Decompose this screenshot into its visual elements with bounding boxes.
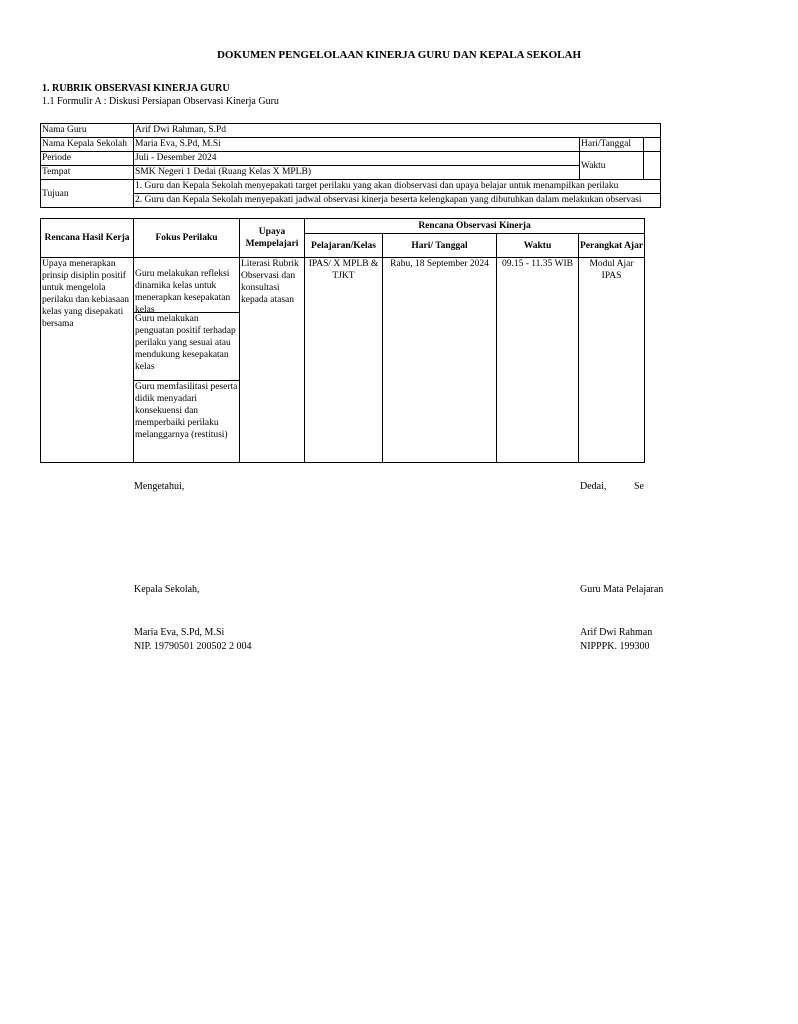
mengetahui-label: Mengetahui, [134,481,185,492]
header-waktu: Waktu [497,234,579,258]
header-hari-tanggal: Hari/ Tanggal [383,234,497,258]
table-row [41,258,645,463]
header-rencana-hasil-kerja: Rencana Hasil Kerja [41,219,134,258]
waktu-label: Waktu [580,152,644,180]
pelajaran-kelas-cell: IPAS/ X MPLB & TJKT [305,258,383,463]
hari-tanggal-label: Hari/Tanggal [580,138,644,152]
table-row [41,194,661,208]
periode-value: Juli - Desember 2024 [134,152,580,166]
guru-nip: NIPPPK. 199300 [580,641,650,652]
waktu-cell: 09.15 - 11.35 WIB [497,258,579,463]
place-date-cut: Se [634,481,644,492]
kepsek-nip: NIP. 19790501 200502 2 004 [134,641,252,652]
fokus-perilaku-item: Guru melakukan refleksi dinamika kelas untuk menerapkan kesepakatan kelas [134,258,239,313]
header-upaya-mempelajari: Upaya Mempelajari [240,219,305,258]
fokus-perilaku-cell [134,258,240,463]
table-row [41,138,661,152]
kepala-sekolah-label: Kepala Sekolah, [134,584,200,595]
header-pelajaran-kelas: Pelajaran/Kelas [305,234,383,258]
observation-table [40,218,645,463]
nama-kepsek-value: Maria Eva, S.Pd, M.Si [134,138,580,152]
hari-tanggal-value [644,138,661,152]
table-row [41,166,661,180]
table-row [41,152,661,166]
tempat-value: SMK Negeri 1 Dedai (Ruang Kelas X MPLB) [134,166,580,180]
nama-guru-value: Arif Dwi Rahman, S.Pd [134,124,661,138]
tujuan-1: 1. Guru dan Kepala Sekolah menyepakati target perilaku yang akan diobservasi dan upaya belajar untuk menampilkan perilaku [134,180,661,194]
table-row [41,124,661,138]
fokus-perilaku-item: Guru melakukan penguatan positif terhadap perilaku yang sesuai atau mendukung kesepakatan kelas [134,313,239,381]
tempat-label: Tempat [41,166,134,180]
perangkat-ajar-cell: Modul Ajar IPAS [579,258,645,463]
periode-label: Periode [41,152,134,166]
place-date: Dedai, [580,481,607,492]
guru-name: Arif Dwi Rahman [580,627,653,638]
nama-guru-label: Nama Guru [41,124,134,138]
kepsek-name: Maria Eva, S.Pd, M.Si [134,627,225,638]
guru-label: Guru Mata Pelajaran [580,584,664,595]
fokus-perilaku-item: Guru memfasilitasi peserta didik menyadari konsekuensi dan memperbaiki perilaku melanggarnya (restitusi) [135,382,238,440]
upaya-mempelajari-cell: Literasi Rubrik Observasi dan konsultasi kepada atasan [240,258,305,463]
tujuan-label: Tujuan [41,180,134,208]
header-rencana-observasi: Rencana Observasi Kinerja [305,219,645,234]
hari-tanggal-cell: Rabu, 18 September 2024 [383,258,497,463]
tujuan-2: 2. Guru dan Kepala Sekolah menyepakati jadwal observasi kinerja beserta kelengkapan yang dibutuhkan dalam melakukan observasi [134,194,661,208]
document-title: DOKUMEN PENGELOLAAN KINERJA GURU DAN KEPALA SEKOLAH [216,49,582,61]
nama-kepsek-label: Nama Kepala Sekolah [41,138,134,152]
info-table [40,123,661,208]
rencana-hasil-kerja-cell: Upaya menerapkan prinsip disiplin positif untuk mengelola perilaku dan kebiasaan kelas yang disepakati bersama [41,258,134,463]
section-title: 1. RUBRIK OBSERVASI KINERJA GURU [42,83,230,94]
table-row [41,180,661,194]
header-perangkat-ajar: Perangkat Ajar [579,234,645,258]
subsection-title: 1.1 Formulir A : Diskusi Persiapan Observasi Kinerja Guru [42,96,279,107]
header-fokus-perilaku: Fokus Perilaku [134,219,240,258]
waktu-value [644,152,661,180]
table-header-row [41,219,645,234]
